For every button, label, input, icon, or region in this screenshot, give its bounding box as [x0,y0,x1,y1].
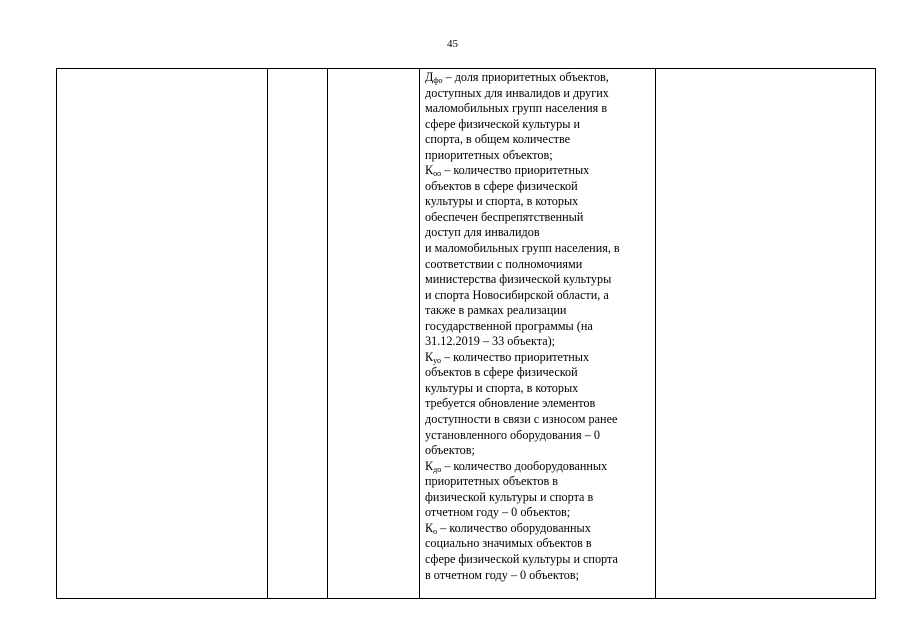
text-line: обеспечен беспрепятственный [425,209,584,224]
text-line: государственной программы (на [425,318,593,333]
text-line: и спорта Новосибирской области, а [425,287,609,302]
text-line: также в рамках реализации [425,303,567,318]
text-line: социально значимых объектов в [425,536,592,551]
symbol: К [425,349,434,364]
text-line: физической культуры и спорта в [425,489,594,504]
table-column-divider [419,69,420,598]
table-column-divider [327,69,328,598]
symbol: К [425,458,434,473]
text-line: объектов в сфере физической [425,178,578,193]
document-table [56,68,876,599]
symbol: К [425,163,434,178]
text-line: объектов в сфере физической [425,365,578,380]
symbol-subscript: уо [433,355,441,365]
text-line: соответствии с полномочиями [425,256,583,271]
text-line [425,459,660,475]
text-line: и маломобильных групп населения, в [425,241,620,256]
text-line: доступности в связи с износом ранее [425,412,618,427]
text-line: спорта, в общем количестве [425,132,571,147]
table-column-divider [267,69,268,598]
text-line [425,163,660,179]
table-cell-description [425,70,660,583]
symbol: К [425,520,434,535]
text-line: в отчетном году – 0 объектов; [425,567,579,582]
text-line [425,70,660,86]
text-line: объектов; [425,443,475,458]
text-line: маломобильных групп населения в [425,101,608,116]
definition-text: – количество оборудованных [437,520,591,535]
text-line: сфере физической культуры и [425,116,580,131]
symbol-subscript: о [433,526,438,536]
definition-text: – количество приоритетных [440,349,590,364]
definition-text: – количество дооборудованных [441,458,608,473]
text-line: отчетном году – 0 объектов; [425,505,571,520]
text-line: доступ для инвалидов [425,225,540,240]
text-line: 31.12.2019 – 33 объекта); [425,334,556,349]
page-number: 45 [447,38,458,50]
text-line: требуется обновление элементов [425,396,596,411]
definition-text: – доля приоритетных объектов, [442,70,609,84]
text-line: доступных для инвалидов и других [425,85,609,100]
text-line [425,350,660,366]
text-line: установленного оборудования – 0 [425,427,600,442]
symbol-subscript: фо [433,76,443,85]
text-line: культуры и спорта, в которых [425,194,579,209]
text-line: министерства физической культуры [425,272,612,287]
text-line [425,521,660,537]
symbol-subscript: до [433,464,442,474]
definition-text: – количество приоритетных [441,163,590,178]
text-line: культуры и спорта, в которых [425,380,579,395]
text-line: сфере физической культуры и спорта [425,551,618,566]
text-line: приоритетных объектов; [425,147,553,162]
symbol: Д [425,70,434,84]
text-line: приоритетных объектов в [425,474,559,489]
symbol-subscript: оо [433,169,442,179]
